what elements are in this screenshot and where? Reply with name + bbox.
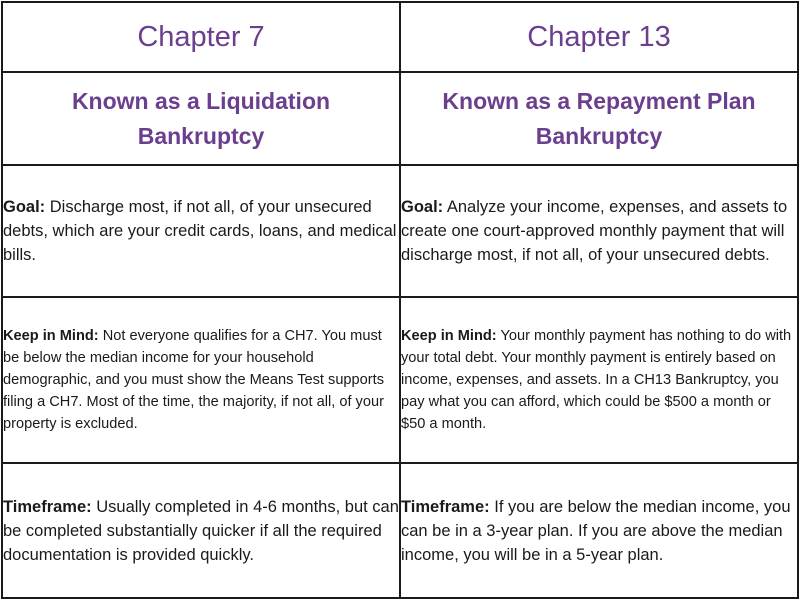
chapter-7-subtitle: [2, 72, 400, 165]
chapter-7-goal: [2, 165, 400, 297]
goal-row: [2, 165, 798, 297]
chapter-7-keep-in-mind: [2, 297, 400, 463]
chapter-13-title: Chapter 13: [400, 2, 798, 72]
keep-in-mind-label: Keep in Mind:: [401, 328, 497, 344]
chapter-13-subtitle: [400, 72, 798, 165]
chapter-13-goal: [400, 165, 798, 297]
chapter-7-timeframe: [2, 463, 400, 598]
chapter-comparison-table: [1, 1, 799, 599]
goal-text: Analyze your income, expenses, and assets to create one court-approved monthly payment that will discharge most, if not all, of your unsecured debts.: [401, 198, 788, 264]
timeframe-text: Usually completed in 4-6 months, but can be completed substantially quicker if all the required documentation is provided quickly.: [3, 497, 399, 564]
chapter-13-timeframe: [400, 463, 798, 598]
chapter-13-keep-in-mind: [400, 297, 798, 463]
chapter-7-subtitle-line2: Bankruptcy: [137, 122, 265, 149]
timeframe-text: If you are below the median income, you can be in a 3-year plan. If you are above the median income, you will be in a 5-year plan.: [401, 497, 791, 564]
keep-in-mind-text: Not everyone qualifies for a CH7. You must be below the median income for your household demographic, and you must show the Means Test supports filing a CH7. Most of the time, the majority, if not all, of your property is excluded.: [3, 328, 384, 432]
goal-label: Goal:: [3, 198, 46, 216]
chapter-7-subtitle-line1: Known as a Liquidation: [71, 87, 331, 114]
chapter-13-subtitle-line1: Known as a Repayment Plan: [442, 87, 756, 114]
header-row: [2, 2, 798, 72]
goal-text: Discharge most, if not all, of your unsecured debts, which are your credit cards, loans, and medical bills.: [3, 198, 397, 264]
timeframe-label: Timeframe:: [3, 497, 92, 516]
keep-in-mind-label: Keep in Mind:: [3, 328, 99, 344]
timeframe-row: [2, 463, 798, 598]
keep-in-mind-text: Your monthly payment has nothing to do with your total debt. Your monthly payment is entirely based on income, expenses, and assets. In a CH13 Bankruptcy, you pay what you can afford, which could be $500 a month or $50 a month.: [401, 328, 792, 432]
goal-label: Goal:: [401, 198, 444, 216]
subtitle-row: [2, 72, 798, 165]
chapter-13-subtitle-line2: Bankruptcy: [535, 122, 663, 149]
timeframe-label: Timeframe:: [401, 497, 490, 516]
keep-in-mind-row: [2, 297, 798, 463]
chapter-7-title: Chapter 7: [2, 2, 400, 72]
